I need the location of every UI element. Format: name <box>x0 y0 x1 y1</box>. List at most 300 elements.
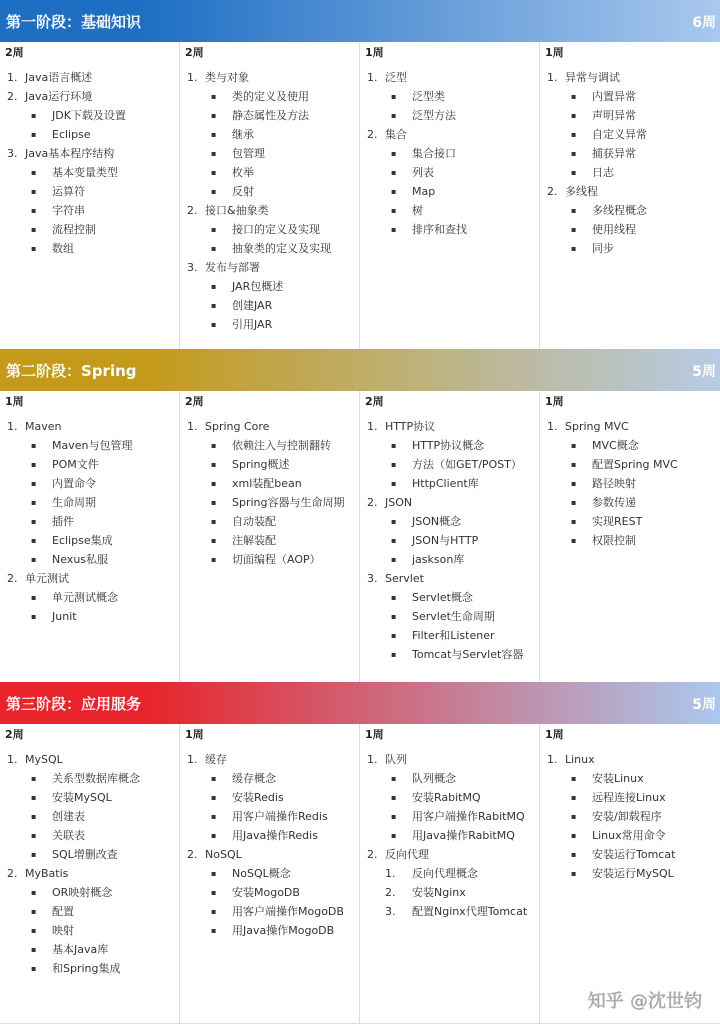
topic-number: 2. <box>187 204 198 217</box>
subtopic-item <box>205 87 359 106</box>
subtopic-item <box>205 436 359 455</box>
subtopic-item <box>565 474 720 493</box>
subtopic-item <box>25 163 179 182</box>
subtopic-item <box>205 550 359 569</box>
subtopic-label: 参数传递 <box>592 496 636 509</box>
subtopic-item <box>385 769 539 788</box>
week-label: 1周 <box>365 46 384 59</box>
week-label: 2周 <box>365 395 384 408</box>
week-label: 1周 <box>5 395 24 408</box>
topic-label: JSON <box>385 496 413 509</box>
subtopic-label: 声明异常 <box>592 109 636 122</box>
subtopic-item <box>565 826 720 845</box>
subtopic-item <box>385 201 539 220</box>
topic-number: 1. <box>367 753 378 766</box>
subtopic-label: HTTP协议概念 <box>412 439 485 452</box>
subtopic-label: 捕获异常 <box>592 147 636 160</box>
week-label: 2周 <box>185 395 204 408</box>
topic-item <box>0 417 179 569</box>
topic-item <box>0 144 179 258</box>
topic-label: MySQL <box>25 753 63 766</box>
topic-item <box>360 750 539 845</box>
subtopic-label: Map <box>412 185 436 198</box>
topic-number: 1. <box>7 753 18 766</box>
subtopic-label: 关系型数据库概念 <box>52 772 140 785</box>
topic-item <box>0 569 179 626</box>
topic-number: 2. <box>187 848 198 861</box>
subtopic-item <box>205 163 359 182</box>
topic-number: 1. <box>367 71 378 84</box>
topic-item <box>540 182 720 258</box>
subtopic-item <box>385 550 539 569</box>
week-column <box>0 391 180 682</box>
subtopic-item <box>385 474 539 493</box>
topic-label: Maven <box>25 420 62 433</box>
topic-label: Spring Core <box>205 420 270 433</box>
subtopic-label: 配置Spring MVC <box>592 458 678 471</box>
subtopic-label: 和Spring集成 <box>52 962 121 975</box>
topic-number: 3. <box>7 147 18 160</box>
subtopic-label: 安装运行Tomcat <box>592 848 676 861</box>
subtopic-label: POM文件 <box>52 458 99 471</box>
subtopic-label: 内置异常 <box>592 90 636 103</box>
subtopic-label: 安装/卸载程序 <box>592 810 662 823</box>
subtopic-label: jaskson库 <box>412 553 465 566</box>
subtopic-label: 基本Java库 <box>52 943 109 956</box>
subtopic-item <box>385 626 539 645</box>
topic-label: Servlet <box>385 572 424 585</box>
stage-section <box>0 349 720 682</box>
topic-number: 2. <box>7 572 18 585</box>
week-column <box>540 391 720 682</box>
subtopic-item <box>565 106 720 125</box>
subtopic-label: 包管理 <box>232 147 265 160</box>
topic-number: 3. <box>367 572 378 585</box>
topic-number: 2. <box>7 867 18 880</box>
subtopic-item <box>25 220 179 239</box>
subtopic-label: JAR包概述 <box>232 280 284 293</box>
stage-weeks: 6周 <box>692 15 716 31</box>
subtopic-item <box>565 239 720 258</box>
subtopic-item <box>205 769 359 788</box>
stage-title: 第一阶段：基础知识 <box>6 13 142 31</box>
topic-label: Java语言概述 <box>25 71 93 84</box>
topic-number: 2. <box>547 185 558 198</box>
subtopic-label: 同步 <box>592 242 614 255</box>
topic-item <box>180 258 359 334</box>
subtopic-item <box>205 106 359 125</box>
subtopic-item <box>565 531 720 550</box>
topic-number: 1. <box>7 71 18 84</box>
subtopic-label: 枚举 <box>232 166 254 179</box>
topic-label: Spring MVC <box>565 420 629 433</box>
subtopic-number: 3. <box>385 905 396 918</box>
subtopic-label: Filter和Listener <box>412 629 495 642</box>
subtopic-label: 字符串 <box>52 204 85 217</box>
week-column <box>360 724 540 1023</box>
week-column <box>360 391 540 682</box>
week-label: 1周 <box>365 728 384 741</box>
subtopic-item <box>385 87 539 106</box>
subtopic-item <box>565 87 720 106</box>
subtopic-label: 静态属性及方法 <box>232 109 309 122</box>
subtopic-label: 用Java操作MogoDB <box>232 924 335 937</box>
stage-banner <box>0 349 720 391</box>
subtopic-item <box>205 864 359 883</box>
subtopic-item <box>385 864 539 883</box>
subtopic-item <box>205 921 359 940</box>
week-label: 1周 <box>545 728 564 741</box>
subtopic-item <box>385 902 539 921</box>
subtopic-item <box>565 201 720 220</box>
subtopic-item <box>25 902 179 921</box>
subtopic-item <box>385 607 539 626</box>
subtopic-label: MVC概念 <box>592 439 639 452</box>
subtopic-item <box>565 163 720 182</box>
subtopic-label: Maven与包管理 <box>52 439 133 452</box>
subtopic-item <box>25 769 179 788</box>
subtopic-item <box>385 826 539 845</box>
subtopic-item <box>25 959 179 978</box>
subtopic-label: 日志 <box>592 166 614 179</box>
subtopic-label: 安装MogoDB <box>232 886 300 899</box>
subtopic-item <box>205 315 359 334</box>
subtopic-item <box>205 455 359 474</box>
topic-label: NoSQL <box>205 848 242 861</box>
topic-item <box>360 569 539 664</box>
subtopic-item <box>205 296 359 315</box>
week-label: 2周 <box>5 46 24 59</box>
subtopic-item <box>25 588 179 607</box>
subtopic-item <box>25 550 179 569</box>
subtopic-label: 引用JAR <box>232 318 273 331</box>
subtopic-item <box>205 902 359 921</box>
subtopic-item <box>25 239 179 258</box>
subtopic-item <box>385 106 539 125</box>
subtopic-label: 自动装配 <box>232 515 276 528</box>
stage-banner <box>0 682 720 724</box>
subtopic-label: 远程连接Linux <box>592 791 666 804</box>
subtopic-label: 生命周期 <box>52 496 96 509</box>
topic-label: Java运行环境 <box>25 90 93 103</box>
subtopic-label: Spring容器与生命周期 <box>232 496 345 509</box>
subtopic-label: 实现REST <box>592 515 643 528</box>
subtopic-item <box>25 201 179 220</box>
subtopic-item <box>25 845 179 864</box>
subtopic-item <box>565 845 720 864</box>
topic-label: 反向代理 <box>385 848 429 861</box>
subtopic-label: JSON与HTTP <box>412 534 479 547</box>
subtopic-item <box>25 826 179 845</box>
week-label: 2周 <box>185 46 204 59</box>
subtopic-item <box>25 436 179 455</box>
subtopic-item <box>205 883 359 902</box>
topic-item <box>0 750 179 864</box>
subtopic-label: 依赖注入与控制翻转 <box>232 439 331 452</box>
subtopic-label: 排序和查找 <box>412 223 467 236</box>
topic-item <box>180 68 359 201</box>
stage-banner <box>0 0 720 42</box>
week-column <box>0 42 180 349</box>
week-column <box>360 42 540 349</box>
topic-label: 类与对象 <box>205 71 249 84</box>
week-label: 1周 <box>545 395 564 408</box>
subtopic-item <box>25 883 179 902</box>
subtopic-label: 插件 <box>52 515 74 528</box>
subtopic-item <box>565 220 720 239</box>
subtopic-label: 泛型类 <box>412 90 445 103</box>
subtopic-item <box>25 493 179 512</box>
subtopic-label: 反射 <box>232 185 254 198</box>
stage-section <box>0 0 720 349</box>
subtopic-item <box>205 826 359 845</box>
topic-label: Java基本程序结构 <box>25 147 115 160</box>
subtopic-label: 创建JAR <box>232 299 273 312</box>
stage-weeks: 5周 <box>692 364 716 380</box>
subtopic-item <box>25 512 179 531</box>
subtopic-label: 方法（如GET/POST） <box>412 458 522 471</box>
topic-number: 1. <box>547 71 558 84</box>
topic-label: Linux <box>565 753 595 766</box>
subtopic-label: 树 <box>412 204 423 217</box>
topic-item <box>360 68 539 125</box>
subtopic-item <box>25 474 179 493</box>
subtopic-item <box>565 493 720 512</box>
topic-number: 1. <box>367 420 378 433</box>
topic-number: 1. <box>187 753 198 766</box>
subtopic-label: 权限控制 <box>592 534 636 547</box>
topic-label: 多线程 <box>565 185 598 198</box>
subtopic-label: 基本变量类型 <box>52 166 118 179</box>
subtopic-label: 运算符 <box>52 185 85 198</box>
subtopic-item <box>385 220 539 239</box>
topic-item <box>0 87 179 144</box>
subtopic-item <box>385 436 539 455</box>
subtopic-label: 安装运行MySQL <box>592 867 674 880</box>
subtopic-item <box>385 883 539 902</box>
topic-label: 异常与调试 <box>565 71 620 84</box>
topic-label: 缓存 <box>205 753 227 766</box>
subtopic-item <box>385 455 539 474</box>
subtopic-item <box>385 588 539 607</box>
subtopic-item <box>205 220 359 239</box>
subtopic-label: 用客户端操作RabitMQ <box>412 810 525 823</box>
subtopic-label: JSON概念 <box>412 515 462 528</box>
topic-item <box>540 417 720 550</box>
subtopic-label: Spring概述 <box>232 458 290 471</box>
subtopic-item <box>205 474 359 493</box>
subtopic-item <box>565 769 720 788</box>
subtopic-label: 用Java操作RabitMQ <box>412 829 515 842</box>
week-column <box>0 724 180 1023</box>
topic-item <box>180 750 359 845</box>
subtopic-item <box>205 807 359 826</box>
subtopic-item <box>205 144 359 163</box>
subtopic-label: 使用线程 <box>592 223 636 236</box>
topic-number: 3. <box>187 261 198 274</box>
subtopic-item <box>205 277 359 296</box>
subtopic-item <box>25 531 179 550</box>
subtopic-label: 自定义异常 <box>592 128 647 141</box>
subtopic-item <box>565 144 720 163</box>
topic-label: 单元测试 <box>25 572 69 585</box>
subtopic-label: Junit <box>52 610 77 623</box>
topic-item <box>540 750 720 883</box>
subtopic-item <box>25 455 179 474</box>
subtopic-label: 安装Linux <box>592 772 644 785</box>
subtopic-label: 缓存概念 <box>232 772 276 785</box>
topic-number: 1. <box>547 753 558 766</box>
subtopic-item <box>385 182 539 201</box>
subtopic-label: 队列概念 <box>412 772 456 785</box>
subtopic-label: 抽象类的定义及实现 <box>232 242 331 255</box>
subtopic-label: 数组 <box>52 242 74 255</box>
subtopic-item <box>385 807 539 826</box>
subtopic-item <box>385 163 539 182</box>
subtopic-item <box>205 493 359 512</box>
subtopic-label: 流程控制 <box>52 223 96 236</box>
topic-item <box>360 417 539 493</box>
subtopic-label: 安装RabitMQ <box>412 791 481 804</box>
topic-number: 1. <box>187 71 198 84</box>
subtopic-item <box>205 788 359 807</box>
subtopic-item <box>25 607 179 626</box>
subtopic-item <box>205 512 359 531</box>
subtopic-label: Eclipse <box>52 128 91 141</box>
subtopic-item <box>565 807 720 826</box>
subtopic-label: 用客户端操作MogoDB <box>232 905 344 918</box>
subtopic-label: JDK下载及设置 <box>52 109 126 122</box>
topic-number: 2. <box>367 128 378 141</box>
topic-number: 2. <box>367 496 378 509</box>
subtopic-label: 切面编程（AOP） <box>232 553 321 566</box>
subtopic-item <box>385 531 539 550</box>
subtopic-label: 集合接口 <box>412 147 456 160</box>
week-column <box>540 42 720 349</box>
subtopic-item <box>205 125 359 144</box>
subtopic-label: 创建表 <box>52 810 85 823</box>
week-column <box>540 724 720 1023</box>
subtopic-label: Servlet生命周期 <box>412 610 495 623</box>
topic-item <box>360 125 539 239</box>
subtopic-label: 安装MySQL <box>52 791 112 804</box>
stage-section <box>0 682 720 1023</box>
topic-item <box>0 864 179 978</box>
subtopic-label: 用客户端操作Redis <box>232 810 328 823</box>
subtopic-label: OR映射概念 <box>52 886 113 899</box>
subtopic-label: 配置Nginx代理Tomcat <box>412 905 528 918</box>
subtopic-label: Eclipse集成 <box>52 534 113 547</box>
week-label: 2周 <box>5 728 24 741</box>
subtopic-item <box>25 106 179 125</box>
subtopic-item <box>385 645 539 664</box>
topic-number: 1. <box>7 420 18 433</box>
subtopic-item <box>205 182 359 201</box>
subtopic-label: 列表 <box>412 166 434 179</box>
topic-label: 集合 <box>385 128 407 141</box>
subtopic-label: Tomcat与Servlet容器 <box>412 648 524 661</box>
subtopic-label: 安装Redis <box>232 791 284 804</box>
subtopic-label: 用Java操作Redis <box>232 829 318 842</box>
topic-label: 队列 <box>385 753 407 766</box>
stage-title: 第三阶段：应用服务 <box>6 695 142 713</box>
subtopic-item <box>205 239 359 258</box>
subtopic-label: SQL增删改查 <box>52 848 118 861</box>
subtopic-label: 多线程概念 <box>592 204 647 217</box>
subtopic-item <box>25 807 179 826</box>
subtopic-number: 2. <box>385 886 396 899</box>
week-column <box>180 42 360 349</box>
subtopic-label: 安装Nginx <box>412 886 466 899</box>
subtopic-label: 反向代理概念 <box>412 867 478 880</box>
week-label: 1周 <box>545 46 564 59</box>
topic-item <box>180 845 359 940</box>
week-label: 1周 <box>185 728 204 741</box>
topic-item <box>0 68 179 87</box>
subtopic-label: 注解装配 <box>232 534 276 547</box>
topic-number: 1. <box>187 420 198 433</box>
topic-number: 2. <box>7 90 18 103</box>
subtopic-item <box>25 182 179 201</box>
subtopic-label: 接口的定义及实现 <box>232 223 320 236</box>
subtopic-item <box>385 144 539 163</box>
topic-label: MyBatis <box>25 867 69 880</box>
subtopic-label: NoSQL概念 <box>232 867 291 880</box>
subtopic-item <box>565 512 720 531</box>
subtopic-label: 映射 <box>52 924 74 937</box>
topic-label: HTTP协议 <box>385 420 436 433</box>
subtopic-item <box>565 788 720 807</box>
topic-number: 1. <box>547 420 558 433</box>
topic-number: 2. <box>367 848 378 861</box>
subtopic-label: 单元测试概念 <box>52 591 118 604</box>
topic-item <box>540 68 720 182</box>
topic-item <box>180 201 359 258</box>
topic-label: 泛型 <box>385 71 407 84</box>
subtopic-item <box>25 125 179 144</box>
topic-label: 接口&抽象类 <box>205 204 269 217</box>
subtopic-item <box>565 436 720 455</box>
subtopic-label: Nexus私服 <box>52 553 109 566</box>
subtopic-item <box>565 455 720 474</box>
subtopic-item <box>25 788 179 807</box>
subtopic-number: 1. <box>385 867 396 880</box>
subtopic-label: 泛型方法 <box>412 109 456 122</box>
topic-item <box>360 493 539 569</box>
subtopic-label: 继承 <box>232 128 254 141</box>
stage-title: 第二阶段：Spring <box>6 362 137 380</box>
week-column <box>180 391 360 682</box>
subtopic-label: 路径映射 <box>592 477 636 490</box>
subtopic-label: 内置命令 <box>52 477 96 490</box>
subtopic-item <box>565 125 720 144</box>
subtopic-label: HttpClient库 <box>412 477 479 490</box>
subtopic-label: xml装配bean <box>232 477 302 490</box>
topic-item <box>360 845 539 921</box>
topic-item <box>180 417 359 569</box>
subtopic-label: 关联表 <box>52 829 85 842</box>
subtopic-label: 配置 <box>52 905 74 918</box>
watermark: 知乎 @沈世钧 <box>587 991 702 1012</box>
topic-label: 发布与部署 <box>205 261 260 274</box>
subtopic-label: Linux常用命令 <box>592 829 666 842</box>
subtopic-item <box>25 940 179 959</box>
subtopic-item <box>385 512 539 531</box>
subtopic-item <box>205 531 359 550</box>
subtopic-label: 类的定义及使用 <box>232 90 309 103</box>
subtopic-item <box>385 788 539 807</box>
subtopic-label: Servlet概念 <box>412 591 473 604</box>
